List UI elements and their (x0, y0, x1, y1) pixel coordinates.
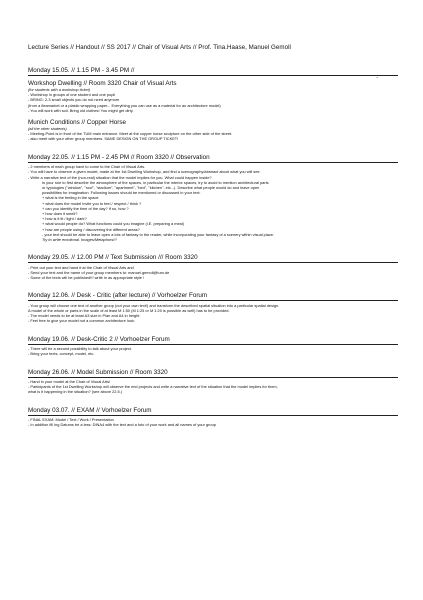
list-item: (from a fleamarket or a plastic wrapping paper... Everything you can use as a material for an architecture model) (28, 102, 221, 108)
list-item: - The model needs to be at least A3 size in Plan and A4 in height. (28, 313, 141, 319)
list-item: - Bring your texts, concept, model, etc. (28, 351, 95, 357)
list-item: - Your group will choose one text of another group (not your own text!) and transform the described spatial situation into a particular spatial design. (28, 302, 280, 308)
list-item: - Workshop in groups of one student and one pupil (28, 92, 116, 98)
section-monday-12 (28, 292, 398, 323)
section-heading: Monday 26.06. // Model Submission // Room 3320 (28, 369, 398, 378)
list-item: - Some of the texts will be published!!! write in as appropriate style ! (28, 275, 145, 281)
list-item: - There will be a second possibility to talk about your project. (28, 346, 132, 352)
list-item: + can you identify the time of the day? If so, how ? (42, 205, 129, 211)
schedule-sections (28, 154, 398, 428)
list-item: - 2 members of each group have to come to the Chair of Visual Arts. (28, 164, 146, 170)
list-item: - Write a narrative text of the (non-real) situation that the model implies for you. What could happen inside? (28, 174, 212, 180)
list-item: - your text should be able to leave open a lots of fantasy to the reader, while incorporating your fantasy of a scenery within visual place. (42, 231, 275, 237)
list-item: - Hand in your model at the Chair of Visual Arts! (28, 379, 111, 384)
section-heading: Monday 12.06. // Desk - Critic (after lecture) // Vorhoelzer Forum (28, 292, 398, 301)
list-item: - also meet with your other group members. SAME DESIGN ON THE GROUP TICKET! (28, 136, 179, 142)
list-item: - Feel free to give your model not a common architecture look. (28, 318, 136, 324)
section-monday-19 (28, 336, 398, 357)
list-item: - Print out your text and hand it at the Chair of Visual Arts and (28, 264, 134, 270)
section-monday-26 (28, 369, 398, 395)
list-item: - You will have to observe a given model, made at the 1st Dwelling Workshop, and find a scenography/abstract about what you will see. (28, 169, 261, 175)
caret-mark: - (376, 75, 378, 81)
list-item: - Send your text and the name of your group members to: manuel.gemoll@tum.de (28, 269, 170, 275)
list-item: - BRING: 2-3 small objects you do not need anymore (28, 97, 120, 103)
list-item: what is it happening in the situation? (see above 22.5.) (28, 389, 123, 395)
munich-conditions-title: Munich Conditions // Copper Horse (28, 119, 126, 127)
handout-header: Lecture Series // Handout // SS 2017 // Chair of Visual Arts // Prof. Tina.Haase, Manuel Gemoll (28, 44, 291, 51)
section-monday-15 (28, 67, 398, 142)
list-item: + what is the feeling in the space (42, 195, 99, 201)
list-item: - Meeting-Point is in front of the TUM main entrance. Meet at the copper horse sculpture on the other side of the street. (28, 131, 233, 137)
list-item: + how does it smell? (42, 210, 78, 216)
list-item: + what does the model invite you to feel / respect / think ? (42, 200, 142, 206)
list-item: A model of the whole or parts in the scale of at least M 1:50 (M 1:25 or M 1:20 is possible as well) has to be provided. (28, 307, 230, 313)
list-item: + how are people using / discovering the different areas? (42, 226, 140, 232)
list-item: - FINAL EXAM: Model / Text / Work / Presentation (28, 417, 114, 423)
list-item: Try to write emotional. Images/Metaphors!!! (42, 236, 117, 242)
list-item: + how is it lit / light / dark? (42, 216, 87, 222)
list-item: - In addition fill ing Datums be a less: DINA4 with the text and a foto of your work and all names of your group (28, 422, 216, 428)
list-item: - Participants of the 1st Dwelling Workshop will observe the end projects and write a narrative text of the situation that the model implies for them, (28, 384, 278, 390)
list-item: or typologies ("window", "roof", "stadium", "apartment", "bed", "kitchen", etc...). Describe what people would do and leave open (42, 184, 260, 190)
section-heading: Monday 15.05. // 1.15 PM - 3.45 PM // (28, 67, 398, 76)
section-heading: Monday 22.05. // 1.15 PM - 2.45 PM // Room 3320 // Observation (28, 154, 398, 163)
workshop-dwelling-title: Workshop Dwelling // Room 3320 Chair of Visual Arts (28, 80, 177, 87)
list-item: possibilities for imagination. Following issues should be mentioned or discussed in your text: (42, 190, 201, 196)
section-monday-22 (28, 154, 398, 243)
section-heading: Monday 29.05. // 12.00 PM // Text Submission /// Room 3320 (28, 254, 398, 263)
workshop-note: (for students with a workshop ticket) (28, 87, 91, 92)
handout-page (28, 44, 398, 440)
munich-note: (all the other students) (28, 126, 67, 132)
list-item: + what would people do? What functions could you imagine (i.E. preparing a meal) (42, 221, 184, 227)
list-item: - You will work with soil. Bring old clothes! You might get dirty. (28, 107, 134, 113)
section-heading: Monday 19.06. // Desk-Critic 2 // Vorhoelzer Forum (28, 336, 398, 345)
list-item: Is your role to first describe the atmosphere of the spaces, in particular the interior spaces, try to avoid to mention architectural parts (42, 179, 269, 185)
section-heading: Monday 03.07. // EXAM // Vorhoelzer Forum (28, 407, 398, 416)
section-monday-29 (28, 254, 398, 280)
section-monday-03 (28, 407, 398, 428)
